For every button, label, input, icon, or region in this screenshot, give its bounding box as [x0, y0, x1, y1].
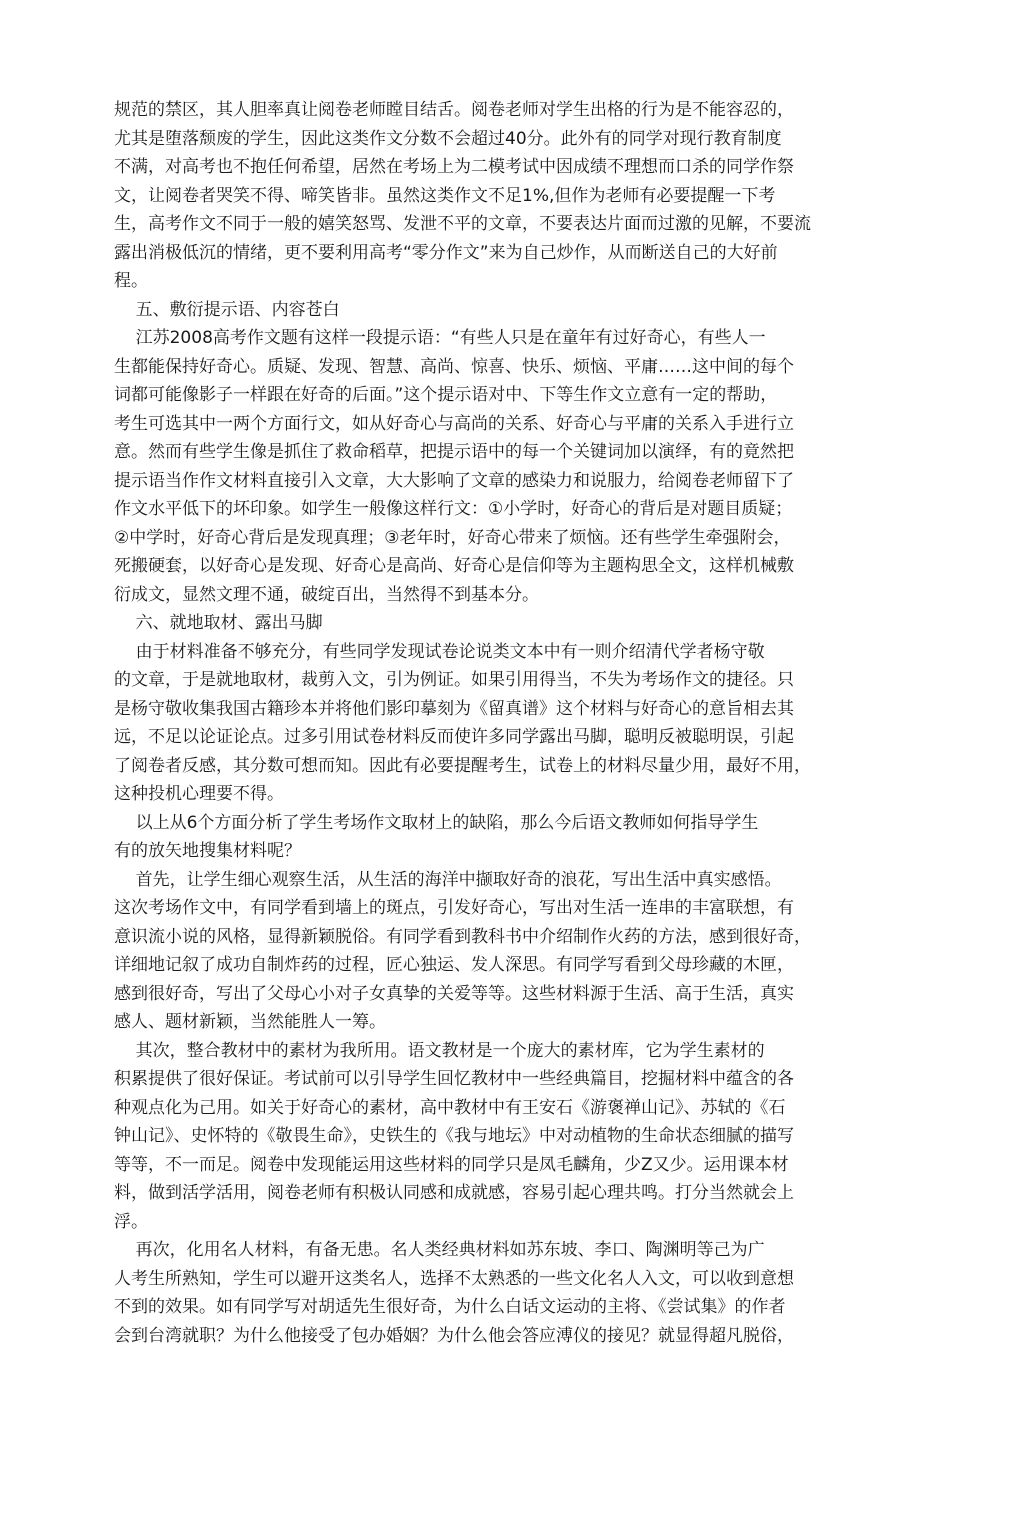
text-line: 尤其是堕落颓废的学生，因此这类作文分数不会超过40分。此外有的同学对现行教育制度 [114, 128, 782, 149]
text-line: 其次，整合教材中的素材为我所用。语文教材是一个庞大的素材库，它为学生素材的 [114, 1040, 765, 1061]
text-line: 生，高考作文不同于一般的嬉笑怒骂、发泄不平的文章，不要表达片面而过激的见解，不要流 [114, 214, 811, 234]
text-line: 词都可能像影子一样跟在好奇的后面。”这个提示语对中、下等生作文立意有一定的帮助， [114, 385, 778, 405]
text-line: 程。 [114, 271, 148, 291]
text-line: 不到的效果。如有同学写对胡适先生很好奇，为什么白话文运动的主将、《尝试集》的作者 [114, 1297, 786, 1317]
text-line: 种观点化为己用。如关于好奇心的素材，高中教材中有王安石《游褒禅山记》、苏轼的《石 [114, 1097, 786, 1118]
text-line: 会到台湾就职？为什么他接受了包办婚姻？为什么他会答应溥仪的接见？就显得超凡脱俗， [114, 1325, 794, 1346]
document-body [114, 96, 894, 1350]
text-line: 提示语当作作文材料直接引入文章，大大影响了文章的感染力和说服力，给阅卷老师留下了 [114, 470, 794, 491]
text-line: 意识流小说的风格，显得新颖脱俗。有同学看到教科书中介绍制作火药的方法，感到很好奇， [114, 926, 811, 947]
text-line: 这种投机心理要不得。 [114, 784, 284, 804]
text-line: 等等，不一而足。阅卷中发现能运用这些材料的同学只是凤毛麟角，少Z又少。运用课本材 [114, 1154, 789, 1175]
text-line: 详细地记叙了成功自制炸药的过程，匠心独运、发人深思。有同学写看到父母珍藏的木匣， [114, 955, 794, 975]
text-line: 钟山记》、史怀特的《敬畏生命》，史铁生的《我与地坛》中对动植物的生命状态细腻的描写 [114, 1126, 794, 1146]
text-line: 远，不足以论证论点。过多引用试卷材料反而使许多同学露出马脚，聪明反被聪明误，引起 [114, 727, 794, 747]
text-line: 生都能保持好奇心。质疑、发现、智慧、高尚、惊喜、快乐、烦恼、平庸……这中间的每个 [114, 356, 794, 377]
text-line: 意。然而有些学生像是抓住了救命稻草，把提示语中的每一个关键词加以演绎，有的竟然把 [114, 442, 794, 462]
text-line: 有的放矢地搜集材料呢？ [114, 841, 301, 861]
text-line: 露出消极低沉的情绪，更不要利用高考“零分作文”来为自己炒作，从而断送自己的大好前 [114, 242, 778, 263]
text-line: 文，让阅卷者哭笑不得、啼笑皆非。虽然这类作文不足1%,但作为老师有必要提醒一下考 [114, 185, 776, 206]
text-line: 衍成文，显然文理不通，破绽百出，当然得不到基本分。 [114, 584, 539, 605]
text-line: 再次，化用名人材料，有备无患。名人类经典材料如苏东坡、李口、陶渊明等己为广 [114, 1240, 765, 1260]
text-line: 不满，对高考也不抱任何希望，居然在考场上为二模考试中因成绩不理想而口杀的同学作祭 [114, 157, 794, 177]
text-line: 考生可选其中一两个方面行文，如从好奇心与高尚的关系、好奇心与平庸的关系入手进行立 [114, 413, 794, 434]
section-heading: 六、就地取材、露出马脚 [114, 613, 323, 633]
text-line: 的文章，于是就地取材，裁剪入文，引为例证。如果引用得当，不失为考场作文的捷径。只 [114, 670, 794, 690]
text-line: 人考生所熟知，学生可以避开这类名人，选择不太熟悉的一些文化名人入文，可以收到意想 [114, 1268, 794, 1289]
text-line: 积累提供了很好保证。考试前可以引导学生回忆教材中一些经典篇目，挖掘材料中蕴含的各 [114, 1069, 794, 1089]
text-line: 江苏2008高考作文题有这样一段提示语：“有些人只是在童年有过好奇心，有些人一 [114, 328, 766, 348]
text-line: 感到很好奇，写出了父母心小对子女真挚的关爱等等。这些材料源于生活、高于生活，真实 [114, 983, 794, 1004]
text-line: 作文水平低下的坏印象。如学生一般像这样行文：①小学时，好奇心的背后是对题目质疑； [114, 499, 793, 519]
text-line: 料，做到活学活用，阅卷老师有积极认同感和成就感，容易引起心理共鸣。打分当然就会上 [114, 1183, 794, 1203]
text-line: 由于材料准备不够充分，有些同学发现试卷论说类文本中有一则介绍清代学者杨守敬 [114, 641, 765, 662]
text-line: 首先，让学生细心观察生活，从生活的海洋中撷取好奇的浪花，写出生活中真实感悟。 [114, 869, 782, 890]
text-line: ②中学时，好奇心背后是发现真理；③老年时，好奇心带来了烦恼。还有些学生牵强附会， [114, 527, 791, 548]
text-line: 以上从6个方面分析了学生考场作文取材上的缺陷，那么今后语文教师如何指导学生 [114, 812, 759, 833]
text-line: 浮。 [114, 1211, 148, 1232]
section-heading: 五、敷衍提示语、内容苍白 [114, 299, 340, 320]
text-line: 规范的禁区，其人胆率真让阅卷老师瞠目结舌。阅卷老师对学生出格的行为是不能容忍的， [114, 100, 794, 120]
text-line: 是杨守敬收集我国古籍珍本并将他们影印摹刻为《留真谱》这个材料与好奇心的意旨相去其 [114, 698, 794, 719]
text-line: 了阅卷者反感，其分数可想而知。因此有必要提醒考生，试卷上的材料尽量少用，最好不用， [114, 755, 811, 776]
text-line: 这次考场作文中，有同学看到墙上的斑点，引发好奇心，写出对生活一连串的丰富联想，有 [114, 898, 794, 918]
text-line: 死搬硬套，以好奇心是发现、好奇心是高尚、好奇心是信仰等为主题构思全文，这样机械敷 [114, 556, 794, 576]
text-line: 感人、题材新颖，当然能胜人一筹。 [114, 1012, 386, 1032]
